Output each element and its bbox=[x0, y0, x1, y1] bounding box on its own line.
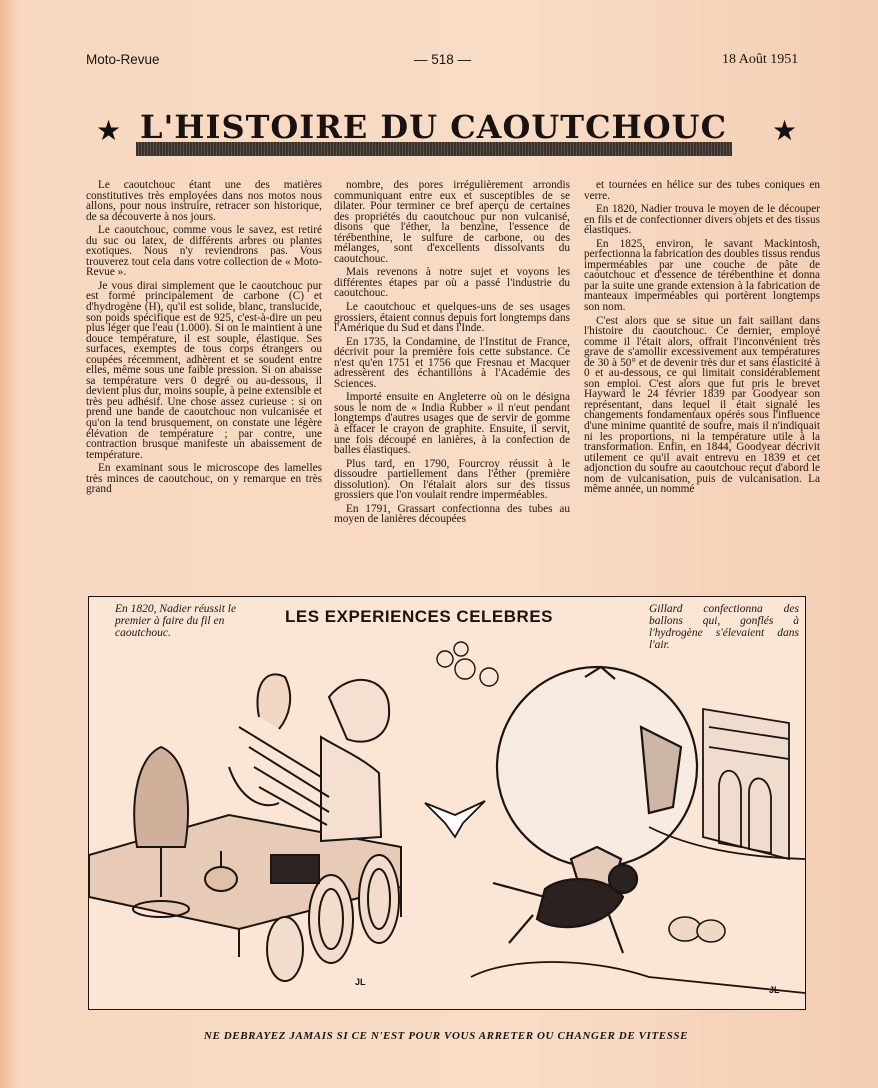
page-number: — 518 — bbox=[414, 52, 472, 67]
paragraph: En examinant sous le microscope des lamelles très minces de caoutchouc, on y remarque en très grand bbox=[86, 462, 322, 496]
artist-signature-right: JL bbox=[769, 985, 780, 995]
paragraph: Mais revenons à notre sujet et voyons les différentes étapes par où a passé l'industrie du caoutchouc. bbox=[334, 266, 570, 300]
footer-slogan: NE DEBRAYEZ JAMAIS SI CE N'EST POUR VOUS ARRETER OU CHANGER DE VITESSE bbox=[203, 1030, 689, 1042]
paragraph: En 1825, environ, le savant Mackintosh, perfectionna la fabrication des doubles tissus rendus imperméables par une couche de pâte de caoutchouc et d'essence de térébenthine et donna par la suite une grande extension à la fabrication de manteaux imperméables qui portèrent longtemps son nom. bbox=[584, 237, 820, 314]
star-left-icon: ★ bbox=[96, 116, 122, 147]
paragraph: Je vous dirai simplement que le caoutchouc pur est formé principalement de carbone (C) et d'hydrogène (H), qu'il est solide, blanc, translucide, son poids spécifique est de 925, c'est-à-dire un peu plus léger que l'eau (1.000). Si on le maintient à une douce température, il est souple, élastique. Ses surfaces, exemptes de tous corps étrangers ou coupées récemment, adhèrent et se soudent entre elles, même sous une faible pression. Si on abaisse sa température vers 0 degré ou au-dessous, il devient plus dur, moins souple, à peine extensible et très peu adhésif. Une chose assez curieuse : si on prend une bande de caoutchouc non vulcanisée et qu'on la tend brusquement, on constate une légère élévation de température ; par contre, une contraction brusque manifeste un abaissement de température. bbox=[86, 279, 322, 461]
paragraph: nombre, des pores irrégulièrement arrondis communiquant entre eux et susceptibles de se dilater. Pour terminer ce bref aperçu de certaines des propriétés du caoutchouc pur non vulcanisé, disons que l'éther, la benzine, l'essence de térébenthine, le sulfure de carbone, ou des mélanges, sont d'excellents dissolvants du caoutchouc. bbox=[334, 180, 570, 265]
paragraph: Importé ensuite en Angleterre où on le désigna sous le nom de « India Rubber » il n'eut pendant longtemps d'autres usages que de servir de gomme à effacer le crayon de graphite. Ensuite, il servit, une fois découpé en lanières, à la confection de balles élastiques. bbox=[334, 391, 570, 457]
cartoon-title: LES EXPERIENCES CELEBRES bbox=[285, 607, 554, 626]
cartoon-drawing bbox=[89, 597, 805, 1009]
paragraph: C'est alors que se situe un fait saillant dans l'histoire du caoutchouc. Ce dernier, employé comme il l'était alors, offrait l'inconvénient très grave de s'amollir excessivement aux températures de 30 à 50° et de devenir très dur et sans élasticité à 0 et au-dessous, ce qui limitait considérablement son emploi. C'est alors que fut pris le brevet Hayward le 24 février 1839 par Goodyear son représentant, dans lequel il était signalé les changements fondamentaux opérés sous l'influence d'une minime quantité de soufre, mais il n'indiquait ni les proportions, ni la température utile à la transformation. Enfin, en 1844, Goodyear décrivit utilement ce qu'il avait entrevu en 1839 et cet adjonction du soufre au caoutchouc reçut d'abord le nom de vulcanisation, puis de vulcanisation. La même année, un nommé bbox=[584, 314, 820, 496]
publication-name: Moto-Revue bbox=[86, 52, 160, 67]
cartoon-caption-right: Gillard confectionna des ballons qui, gonflés à l'hydrogène s'élevaient dans l'air. bbox=[649, 603, 799, 651]
paragraph: Le caoutchouc étant une des matières constitutives très employées dans nos motos nous allons, pour nous instruire, retracer son historique, de sa découverte à nos jours. bbox=[86, 180, 322, 223]
cartoon-caption-left: En 1820, Nadier réussit le premier à faire du fil en caoutchouc. bbox=[115, 603, 237, 639]
paragraph: En 1820, Nadier trouva le moyen de le découper en fils et de confectionner divers objets et des tissus élastiques. bbox=[584, 203, 820, 237]
article-title-block bbox=[96, 104, 806, 164]
paragraph: En 1735, la Condamine, de l'Institut de France, décrivit pour la première fois cette substance. Ce n'est qu'en 1751 et 1756 que Fresnau et Macquer adressèrent des échantillons à l'Académie des Sciences. bbox=[334, 335, 570, 390]
paragraph: Le caoutchouc et quelques-uns de ses usages grossiers, étaient connus depuis fort longtemps dans l'Amérique du Sud et dans l'Inde. bbox=[334, 301, 570, 335]
artist-signature-left: JL bbox=[355, 977, 366, 987]
issue-date: 18 Août 1951 bbox=[722, 52, 799, 67]
text-column-1 bbox=[86, 180, 322, 584]
article-title: L'HISTOIRE DU CAOUTCHOUC bbox=[140, 108, 728, 146]
text-column-2 bbox=[334, 180, 570, 584]
paragraph: et tournées en hélice sur des tubes coniques en verre. bbox=[584, 180, 820, 202]
paragraph: En 1791, Grassart confectionna des tubes au moyen de lanières découpées bbox=[334, 502, 570, 526]
paragraph: Le caoutchouc, comme vous le savez, est retiré du suc ou latex, de différents arbres ou plantes exotiques. Nous n'y reviendrons pas. Vous trouverez tout cela dans votre collection de « Moto-Revue ». bbox=[86, 224, 322, 279]
star-right-icon: ★ bbox=[772, 116, 798, 147]
text-column-3 bbox=[584, 180, 820, 584]
paragraph: Plus tard, en 1790, Fourcroy réussit à le dissoudre partiellement dans l'éther (première dissolution). On l'étalait alors sur des tissus grossiers que l'on voulait rendre imperméables. bbox=[334, 457, 570, 502]
cartoon-illustration bbox=[88, 596, 806, 1010]
